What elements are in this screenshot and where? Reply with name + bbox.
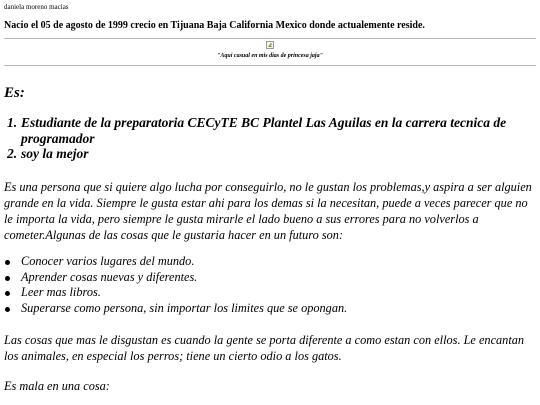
wish-item — [4, 285, 538, 301]
photo-caption: "Aqui casual en mis dias de princesa jaja" — [217, 53, 323, 59]
wish-text: Conocer varios lugares del mundo. — [21, 254, 195, 268]
ordered-list-item — [4, 115, 530, 146]
wishes-list — [4, 254, 538, 316]
ordered-list-item — [4, 146, 530, 162]
list-number: 2. — [7, 146, 18, 161]
wish-item — [4, 270, 538, 286]
weakness-paragraph: Es mala en una cosa: — [4, 379, 110, 393]
wish-text: Leer mas libros. — [21, 285, 101, 299]
wish-item — [4, 301, 538, 317]
sun-glyph — [270, 43, 272, 45]
list-item-text: soy la mejor — [21, 146, 89, 161]
bullet-icon — [5, 276, 10, 281]
bullet-icon — [5, 291, 10, 296]
divider-bottom — [4, 65, 536, 66]
bullet-icon — [5, 307, 10, 312]
wish-text: Aprender cosas nuevas y diferentes. — [21, 269, 198, 284]
list-item-text: Estudiante de la preparatoria CECyTE BC Plantel Las Aguilas en la carrera tecnica de programador — [21, 115, 507, 146]
ordered-list — [4, 115, 530, 162]
dislikes-paragraph: Las cosas que mas le disgustan es cuando la gente se porta diferente a como estan con ellos. Le encantan los animales, en especial los perros; tiene un cierto odio a los gatos. — [4, 333, 525, 363]
bullet-icon — [5, 260, 10, 265]
list-number: 1. — [7, 115, 18, 130]
section-heading: Es: — [4, 85, 25, 101]
description-paragraph: Es una persona que si quiere algo lucha por conseguirlo, no le gustan los problemas,y aspira a ser alguien grande en la vida. Siempre le gusta estar ahi para los demas si la necesitan, puede a veces parecer que no le importa la vida, pero siempre le gusta mirarle el lado bueno a sus errores para no volverlos a cometer.Algunas de las cosas que le gustaria hacer en un futuro son: — [4, 180, 532, 242]
broken-image-icon — [266, 41, 274, 49]
wish-text: Superarse como persona, sin importar los limites que se opongan. — [21, 300, 348, 315]
intro-text: Nacio el 05 de agosto de 1999 crecio en Tijuana Baja California Mexico donde actualemente reside. — [4, 20, 425, 31]
divider-top — [4, 38, 536, 39]
wish-item — [4, 254, 538, 270]
author-name: daniela moreno macias — [4, 3, 69, 11]
